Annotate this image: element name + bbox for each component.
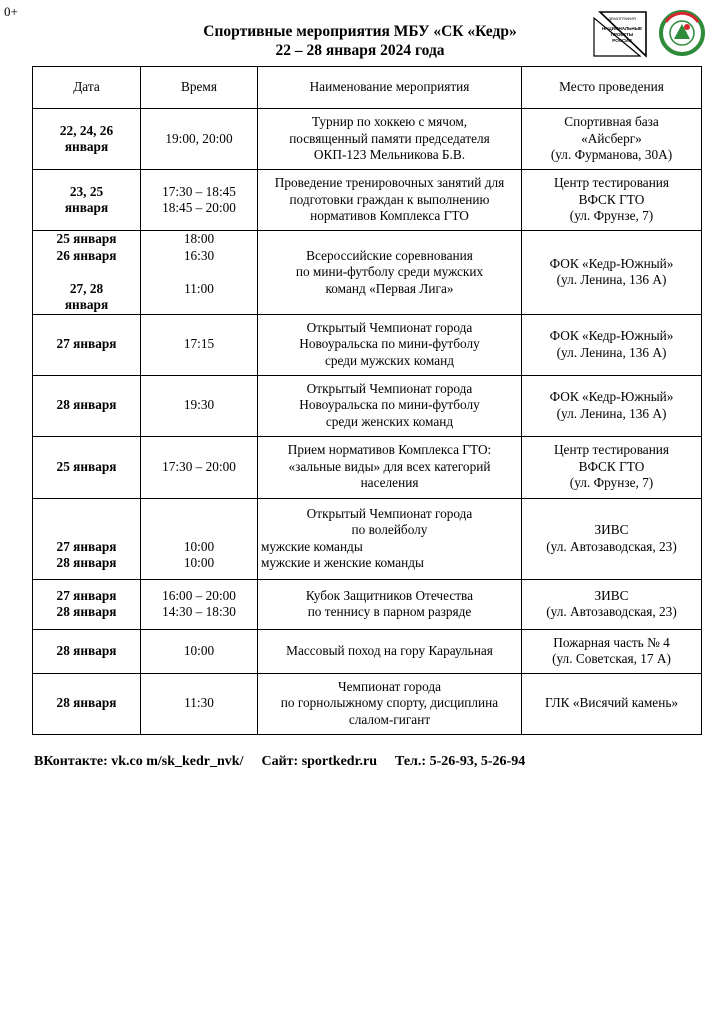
cell-event (258, 109, 522, 170)
place-line: (ул. Фрунзе, 7) (569, 475, 654, 491)
table-row (33, 436, 702, 498)
event-line: по волейболу (351, 522, 428, 537)
event-line: населения (360, 475, 419, 491)
date-line (36, 522, 137, 539)
event-line: Прием нормативов Комплекса ГТО: (287, 442, 492, 458)
cell-time (141, 170, 258, 231)
table-row (33, 314, 702, 375)
place-line: «Айсберг» (581, 130, 642, 146)
cell-event (258, 498, 522, 579)
table-row (33, 673, 702, 734)
time-line: 10:00 (183, 538, 215, 554)
time-line: 17:30 – 20:00 (162, 458, 236, 474)
cell-date (33, 673, 141, 734)
event-line: Открытый Чемпионат города (306, 505, 473, 521)
table-row (33, 375, 702, 436)
place-line: ЗИВС (594, 587, 629, 603)
event-line: по теннису в парном разряде (307, 604, 472, 619)
cell-date (33, 629, 141, 673)
cell-place (522, 375, 702, 436)
cell-place (522, 436, 702, 498)
cell-event (258, 375, 522, 436)
event-line: Новоуральска по мини-футболу (299, 397, 480, 413)
place-line: Пожарная часть № 4 (553, 634, 670, 650)
cell-time (141, 498, 258, 579)
title-line-1: Спортивные мероприятия МБУ «СК «Кедр» (203, 23, 517, 40)
event-line: команд «Первая Лига» (325, 280, 454, 296)
event-line: Новоуральска по мини-футболу (299, 336, 480, 352)
cell-place (522, 629, 702, 673)
svg-text:ДЕМОГРАФИЯ: ДЕМОГРАФИЯ (608, 16, 636, 21)
cell-time (141, 579, 258, 629)
date-line: 28 января (56, 555, 117, 570)
cell-date (33, 375, 141, 436)
cell-date (33, 170, 141, 231)
svg-text:НАЦИОНАЛЬНЫЕ: НАЦИОНАЛЬНЫЕ (601, 26, 643, 31)
date-line: 27 января (56, 587, 117, 603)
table-row (33, 170, 702, 231)
event-line: нормативов Комплекса ГТО (310, 208, 469, 224)
place-line: (ул. Ленина, 136 А) (556, 405, 667, 421)
event-line: среди женских команд (325, 413, 454, 429)
cell-event (258, 579, 522, 629)
date-line: 28 января (56, 604, 117, 619)
place-line: ВФСК ГТО (578, 458, 645, 474)
date-line: 27 января (56, 336, 117, 352)
date-line: 26 января (56, 247, 117, 263)
date-line: 25 января (56, 231, 117, 246)
cell-event (258, 170, 522, 231)
cell-time (141, 629, 258, 673)
cell-date (33, 314, 141, 375)
time-line: 19:00, 20:00 (165, 130, 233, 146)
cell-date (33, 109, 141, 170)
place-line: (ул. Ленина, 136 А) (556, 344, 667, 360)
place-line: (ул. Советская, 17 А) (552, 651, 671, 666)
cell-event (258, 673, 522, 734)
place-line: Центр тестирования (553, 175, 670, 191)
event-line: Всероссийские соревнования (306, 247, 473, 263)
time-line: 10:00 (183, 642, 215, 658)
table-row (33, 498, 702, 579)
footer-contacts (34, 754, 543, 770)
event-line: слалом-гигант (348, 711, 431, 727)
place-line: (ул. Автозаводская, 23) (546, 538, 677, 554)
time-line (144, 506, 254, 523)
header-date: Дата (33, 67, 141, 109)
svg-text:ПРОЕКТЫ: ПРОЕКТЫ (610, 32, 634, 37)
header-logos (588, 8, 716, 60)
title-line-2: 22 – 28 января 2024 года (275, 42, 445, 59)
event-line: посвященный памяти председателя (289, 130, 490, 146)
time-line: 17:30 – 18:45 (162, 183, 236, 199)
time-line: 18:45 – 20:00 (162, 200, 236, 215)
event-line: по мини-футболу среди мужских (295, 264, 484, 279)
cell-place (522, 673, 702, 734)
kedr-emblem (661, 12, 703, 54)
event-line: по горнолыжному спорту, дисциплина (280, 695, 499, 711)
svg-text:РОССИИ: РОССИИ (612, 38, 632, 43)
place-line: Центр тестирования (553, 442, 670, 458)
cell-place (522, 498, 702, 579)
place-line: (ул. Фурманова, 30А) (550, 147, 673, 163)
event-line: Турнир по хоккею с мячом, (311, 114, 468, 130)
event-line: Чемпионат города (338, 678, 441, 694)
event-line: Проведение тренировочных занятий для (274, 175, 505, 191)
age-rating: 0+ (4, 4, 18, 19)
date-line: 25 января (56, 458, 117, 474)
event-line: Открытый Чемпионат города (306, 319, 473, 335)
time-line: 17:15 (183, 336, 215, 352)
date-line: 23, 25 (69, 183, 104, 199)
cell-date (33, 579, 141, 629)
place-line: ФОК «Кедр-Южный» (549, 328, 674, 343)
date-line: января (64, 297, 109, 312)
cell-event (258, 629, 522, 673)
date-line: 22, 24, 26 (59, 122, 114, 138)
cell-date (33, 498, 141, 579)
date-line (36, 506, 137, 523)
header-place: Место проведения (522, 67, 702, 109)
table-row (33, 231, 702, 315)
cell-time (141, 673, 258, 734)
date-line: 28 января (56, 642, 117, 658)
footer-site: Сайт: sportkedr.ru (261, 754, 378, 769)
time-line: 14:30 – 18:30 (162, 604, 236, 619)
event-line: мужские и женские команды (261, 555, 424, 570)
time-line: 19:30 (183, 397, 215, 413)
header-event: Наименование мероприятия (258, 67, 522, 109)
table-row (33, 109, 702, 170)
place-line: ВФСК ГТО (578, 191, 645, 207)
event-line: ОКП-123 Мельникова Б.В. (313, 147, 466, 163)
footer-vk: ВКонтакте: vk.co m/sk_kedr_nvk/ (34, 754, 244, 769)
date-line: 28 января (56, 695, 117, 711)
place-line: Спортивная база (564, 114, 659, 130)
time-line (144, 297, 254, 314)
cell-event (258, 231, 522, 315)
footer-phone: Тел.: 5-26-93, 5-26-94 (395, 754, 526, 769)
table-row (33, 579, 702, 629)
time-line (144, 522, 254, 539)
national-projects-logo (594, 12, 646, 56)
place-line: (ул. Ленина, 136 А) (556, 272, 667, 288)
time-line: 16:30 (183, 247, 215, 263)
cell-date (33, 436, 141, 498)
place-line: ГЛК «Висячий камень» (544, 695, 679, 711)
event-line: среди мужских команд (324, 352, 455, 368)
cell-place (522, 109, 702, 170)
event-line: Открытый Чемпионат города (306, 380, 473, 396)
time-line (144, 264, 254, 281)
date-line: января (64, 200, 109, 215)
time-line: 16:00 – 20:00 (162, 587, 236, 603)
cell-time (141, 231, 258, 315)
date-line: 27, 28 (69, 280, 104, 296)
cell-event (258, 436, 522, 498)
cell-place (522, 170, 702, 231)
event-line: Массовый поход на гору Караульная (286, 642, 493, 658)
place-line: (ул. Фрунзе, 7) (569, 208, 654, 224)
cell-date (33, 231, 141, 315)
time-line: 11:30 (184, 695, 214, 711)
date-line (36, 264, 137, 281)
time-line: 18:00 (183, 231, 215, 246)
table-row (33, 629, 702, 673)
cell-place (522, 231, 702, 315)
event-line: Кубок Защитников Отечества (305, 587, 474, 603)
event-line: подготовки граждан к выполнению (289, 191, 490, 207)
cell-time (141, 109, 258, 170)
place-line: ФОК «Кедр-Южный» (549, 389, 674, 404)
cell-place (522, 579, 702, 629)
date-line: января (64, 139, 109, 154)
event-line: «зальные виды» для всех категорий (288, 458, 491, 474)
header-time: Время (141, 67, 258, 109)
cell-time (141, 314, 258, 375)
place-line: ФОК «Кедр-Южный» (549, 255, 674, 271)
page-title (120, 22, 600, 60)
date-line: 27 января (56, 538, 117, 554)
cell-time (141, 375, 258, 436)
place-line: ЗИВС (594, 522, 629, 537)
place-line: (ул. Автозаводская, 23) (546, 604, 677, 619)
events-table (32, 66, 702, 735)
cell-time (141, 436, 258, 498)
time-line: 10:00 (183, 555, 215, 570)
event-line: мужские команды (261, 538, 363, 554)
date-line: 28 января (56, 397, 117, 413)
time-line: 11:00 (184, 280, 214, 296)
cell-place (522, 314, 702, 375)
table-header-row (33, 67, 702, 109)
cell-event (258, 314, 522, 375)
